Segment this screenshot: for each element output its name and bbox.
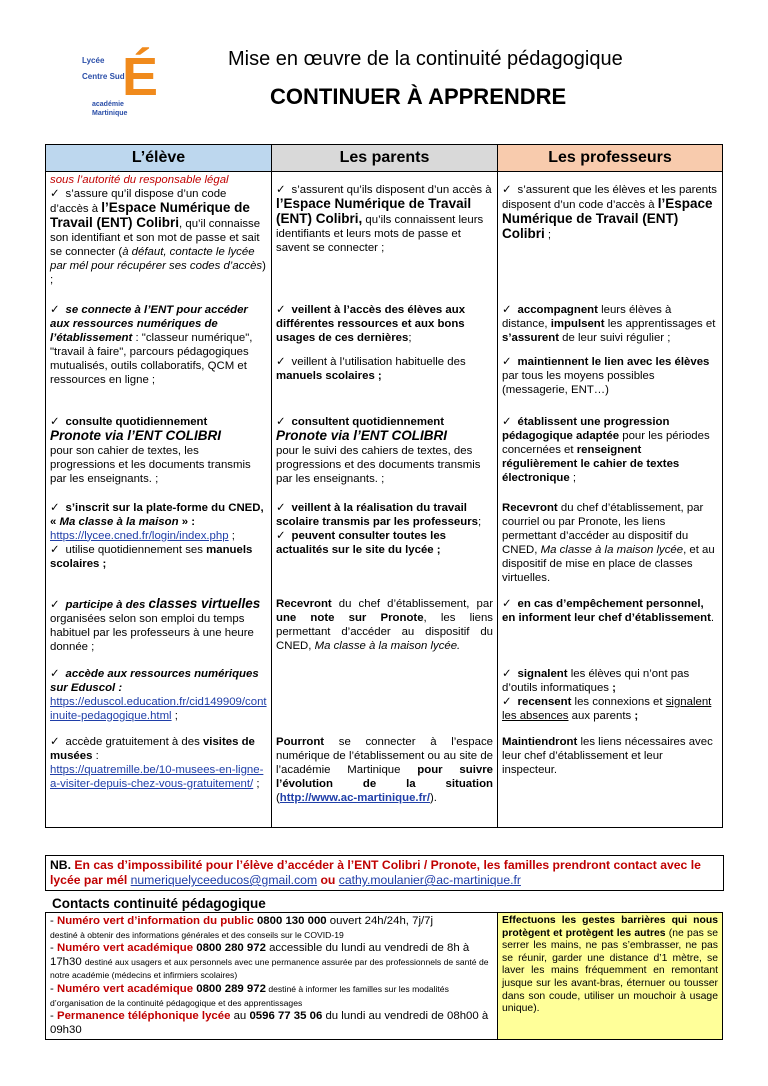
text: Ma classe à la maison lycée.: [314, 639, 461, 652]
phone-number: 0596 77 35 06: [249, 1010, 323, 1023]
page-subtitle: Mise en œuvre de la continuité pédagogique: [228, 48, 623, 70]
page-title: CONTINUER À APPRENDRE: [270, 84, 567, 109]
text: participe à des: [65, 598, 149, 611]
text: les élèves qui n’ont pas d’outils informatiques: [502, 667, 690, 694]
text: les connexions et: [571, 695, 666, 708]
check-icon: ✓: [502, 303, 512, 316]
text: Effectuons les gestes barrières qui nous protègent et protègent les autres: [502, 915, 718, 939]
text: destiné à informer les familles sur les modalités d’organisation de la continuité pédagogique et des apprentissages: [50, 983, 449, 1008]
text: s’assure qu’il dispose d’un code d’accès à: [50, 188, 227, 215]
text: ;: [171, 709, 178, 722]
text: :: [92, 749, 99, 762]
profs-cell-5: [498, 596, 723, 666]
text: maintiennent le lien avec les élèves: [517, 355, 710, 368]
text: accessible du lundi au vendredi de 8h à 17h30: [50, 942, 470, 968]
text: se connecte à l’ENT pour accéder aux ressources numériques de l’établissement: [50, 303, 248, 344]
text: pour suivre l’évolution de la situation: [276, 763, 493, 790]
text: recensent: [517, 695, 572, 708]
profs-cell-2: [498, 302, 723, 414]
eleve-cell-3: [46, 414, 272, 500]
text: par tous les moyens possibles (messagerie, ENT…): [502, 369, 655, 396]
profs-cell-6: [498, 666, 723, 734]
text: ;: [612, 681, 616, 694]
eleve-cell-6: [46, 666, 272, 734]
text: ) ;: [50, 260, 266, 286]
parents-cell-2: [272, 302, 498, 414]
check-icon: ✓: [276, 355, 286, 368]
check-icon: ✓: [502, 415, 512, 428]
text: peuvent consulter toutes les actualités sur le site du lycée ;: [276, 529, 446, 556]
column-header-parents: Les parents: [272, 145, 498, 172]
text: Pourront: [276, 735, 325, 748]
check-icon: ✓: [276, 184, 286, 196]
eleve-cell-4: [46, 500, 272, 596]
text: en cas d’empêchement personnel, en informent leur chef d’établissement: [502, 597, 711, 624]
text: destiné à obtenir des informations générales et des conseils sur le COVID-19: [50, 929, 344, 940]
text: pour le suivi des cahiers de textes, des progressions et des documents transmis par les enseignants. ;: [276, 444, 481, 485]
text: ).: [430, 791, 437, 804]
text: ;: [569, 471, 577, 484]
logo-line-4: Martinique: [92, 110, 128, 117]
text: ;: [544, 229, 552, 241]
text: manuels scolaires ;: [50, 543, 253, 570]
column-header-eleve: L’élève: [46, 145, 272, 172]
cned-link[interactable]: https://lycee.cned.fr/login/index.php: [50, 529, 229, 542]
text: classes virtuelles: [148, 595, 261, 611]
text: Recevront: [276, 597, 332, 610]
gestes-barrieres-box: [498, 913, 723, 1040]
text: impulsent: [550, 317, 605, 330]
phone-number: 0800 130 000: [256, 915, 327, 927]
text: s’inscrit sur la plate-forme du CNED, «: [50, 501, 264, 528]
text: une note sur Pronote: [276, 611, 424, 624]
check-icon: ✓: [50, 598, 60, 611]
text: signalent: [517, 667, 568, 680]
logo-line-3: académie: [92, 101, 124, 108]
text: aux parents: [568, 709, 635, 722]
profs-cell-7: [498, 734, 723, 828]
check-icon: ✓: [502, 184, 512, 196]
text: du lundi au vendredi de 08h00 à 09h30: [50, 1010, 489, 1036]
roles-table: [45, 144, 723, 828]
ent-name: l’Espace Numérique de Travail (ENT) Colibri: [50, 200, 250, 230]
text: veillent à l’utilisation habituelle des: [291, 355, 466, 368]
contacts-title: Contacts continuité pédagogique: [52, 896, 266, 911]
logo-e-glyph: É: [122, 47, 159, 107]
text: ;: [408, 331, 412, 344]
text: ;: [253, 777, 260, 790]
email-link-1[interactable]: numeriquelyceeducos@gmail.com: [130, 873, 318, 887]
parents-cell-7: [272, 734, 498, 828]
text: accède gratuitement à des: [65, 735, 203, 748]
text: .: [710, 611, 715, 624]
text: organisées selon son emploi du temps habituel par les professeurs à une heure donnée ;: [50, 612, 254, 653]
authority-note: sous l’autorité du responsable légal: [50, 174, 229, 186]
parents-cell-1: [272, 172, 498, 302]
text: se connecter à l’espace numérique de l’établissement ou au site de l’académie Martinique: [276, 735, 493, 776]
text: Maintiendront: [502, 735, 578, 748]
text: ;: [634, 709, 639, 722]
musees-link[interactable]: https://quatremille.be/10-musees-en-ligne-a-visiter-depuis-chez-vous-gratuitement/: [50, 763, 264, 790]
check-icon: ✓: [50, 501, 60, 514]
nb-notice: [45, 855, 724, 891]
lycee-logo: [82, 38, 172, 128]
text: accède aux ressources numériques sur Eduscol :: [50, 667, 259, 694]
check-icon: ✓: [50, 188, 60, 200]
text: , et au dispositif de mise en place de classes virtuelles.: [502, 543, 715, 584]
text: : "classeur numérique", "travail à faire", parcours pédagogiques mutualisés, outils collaboratifs, QCM et ressources en ligne ;: [50, 331, 253, 386]
text: , qu’il connaisse son identifiant et son mot de passe et sait se connecter (: [50, 218, 261, 258]
text: (: [276, 791, 280, 804]
text: (ne pas se serrer les mains, ne pas s’embrasser, ne pas se réunir, garder une distance d’1 mètre, se laver les mains fréquemment en remontant jusque sur les avant-bras, éternuer ou tousser dans son coude, utiliser un mouchoir à usage unique).: [502, 927, 718, 1015]
text: à défaut, contacte le lycée par mél pour récupérer ses codes d’accès: [50, 246, 263, 272]
pronote-name: Pronote via l’ENT COLIBRI: [276, 427, 448, 443]
check-icon: ✓: [502, 355, 512, 368]
text: Numéro vert académique: [56, 942, 197, 955]
text: pour les périodes concernées et: [502, 429, 710, 456]
text: veillent à la réalisation du travail scolaire transmis par les professeurs: [276, 501, 478, 528]
text: , les liens permettant d’accéder au dispositif du CNED,: [276, 611, 494, 652]
text: Ma classe à la maison: [59, 515, 179, 528]
text: leurs élèves à distance,: [502, 303, 672, 330]
check-icon: ✓: [276, 303, 286, 316]
text: » :: [178, 515, 196, 528]
check-icon: ✓: [276, 501, 286, 514]
text: établissent une progression pédagogique adaptée: [502, 415, 670, 442]
logo-line-2: Centre Sud: [82, 72, 125, 81]
text: veillent à l’accès des élèves aux différentes ressources et aux bons usages de ces dernières: [276, 303, 466, 344]
text: consulte quotidiennement: [65, 415, 208, 428]
text: utilise quotidiennement ses: [65, 543, 207, 556]
profs-cell-1: [498, 172, 723, 302]
text: Recevront: [502, 501, 558, 514]
parents-cell-6: [272, 666, 498, 734]
eleve-cell-5: [46, 596, 272, 666]
check-icon: ✓: [502, 695, 512, 708]
text: Numéro vert d’information du public: [56, 915, 257, 927]
check-icon: ✓: [50, 667, 60, 680]
text: ouvert 24h/24h, 7j/7j: [326, 915, 434, 927]
text: les apprentissages et: [604, 317, 716, 330]
text: s’assurent que les élèves et les parents disposent d’un code d’accès à: [502, 184, 717, 211]
parents-cell-3: [272, 414, 498, 500]
parents-cell-4: [272, 500, 498, 596]
check-icon: ✓: [502, 667, 512, 680]
pronote-name: Pronote via l’ENT COLIBRI: [50, 427, 222, 443]
text: de leur suivi régulier ;: [558, 331, 671, 344]
text: destiné aux usagers et aux personnels avec une permanence assurée par des professionnels de santé de notre académie (médecins et infirmiers scolaires): [50, 956, 489, 981]
eduscol-link[interactable]: https://eduscol.education.fr/cid149909/continuite-pedagogique.html: [50, 695, 267, 722]
text: Permanence téléphonique lycée: [56, 1010, 231, 1023]
text: renseignent régulièrement le cahier de textes électronique: [502, 443, 680, 484]
check-icon: ✓: [50, 415, 60, 428]
text: ;: [477, 515, 482, 528]
text: consultent quotidiennement: [291, 415, 445, 428]
text: Ma classe à la maison lycée: [540, 543, 684, 556]
contacts-list: - Numéro vert d’information du public 0800 130 000 ouvert 24h/24h, 7j/7j destiné à obtenir des informations générales et des conseils sur le COVID-19 - Numéro vert académique 0800 280 972 accessible du lundi au vendredi de 8h à 17h30 destiné aux usagers et aux personnels avec une permanence assurée par des professionnels de santé de notre académie (médecins et infirmiers scolaires) - Numéro vert académique 0800 289 972 destiné à informer les familles sur les modalités d’organisation de la continuité pédagogique et des apprentissages - Permanence téléphonique lycée au 0596 77 35 06 du lundi au vendredi de 08h00 à 09h30: [46, 913, 498, 1040]
text: signalent les absences: [502, 695, 712, 722]
parents-cell-5: [272, 596, 498, 666]
text: Numéro vert académique: [56, 982, 197, 995]
text: s’assurent qu’ils disposent d’un accès à: [291, 184, 492, 196]
check-icon: ✓: [276, 529, 286, 542]
text: ou: [317, 873, 339, 887]
text: ;: [228, 529, 235, 542]
phone-number: 0800 289 972: [196, 982, 266, 995]
email-link-2[interactable]: cathy.moulanier@ac-martinique.fr: [338, 873, 521, 887]
text: du chef d’établissement, par courriel ou par Pronote, les liens permettant d’accéder au dispositif du CNED,: [502, 501, 704, 556]
academie-link[interactable]: http://www.ac-martinique.fr/: [279, 791, 430, 804]
column-header-profs: Les professeurs: [498, 145, 723, 172]
eleve-cell-2: [46, 302, 272, 414]
profs-cell-4: [498, 500, 723, 596]
check-icon: ✓: [276, 415, 286, 428]
text: pour son cahier de textes, les progressions et les documents transmis par les enseignants. ;: [50, 444, 251, 485]
logo-line-1: Lycée: [82, 56, 105, 65]
text: visites de musées: [50, 735, 255, 762]
eleve-cell-7: [46, 734, 272, 828]
profs-cell-3: [498, 414, 723, 500]
check-icon: ✓: [50, 543, 60, 556]
check-icon: ✓: [50, 735, 60, 748]
text: s’assurent: [502, 331, 559, 344]
check-icon: ✓: [502, 597, 512, 610]
eleve-cell-1: [46, 172, 272, 302]
nb-label: NB.: [50, 858, 71, 872]
contacts-table: [45, 912, 723, 1040]
check-icon: ✓: [50, 303, 60, 316]
ent-name: l’Espace Numérique de Travail (ENT) Colibri,: [276, 196, 472, 226]
phone-number: 0800 280 972: [196, 942, 266, 955]
nb-text: En cas d’impossibilité pour l’élève d’accéder à l’ENT Colibri / Pronote, les familles prendront contact avec le lycée par mél: [50, 858, 701, 887]
text: accompagnent: [517, 303, 598, 316]
text: les liens nécessaires avec leur chef d’établissement et leur inspecteur.: [502, 735, 713, 776]
ent-name: l’Espace Numérique de Travail (ENT) Colibri: [502, 196, 713, 241]
text: qu’ils connaissent leurs identifiants et leurs mots de passe et savent se connecter ;: [276, 214, 484, 254]
text: au: [230, 1010, 250, 1023]
text: du chef d’établissement, par: [331, 597, 493, 610]
text: manuels scolaires ;: [276, 369, 382, 382]
